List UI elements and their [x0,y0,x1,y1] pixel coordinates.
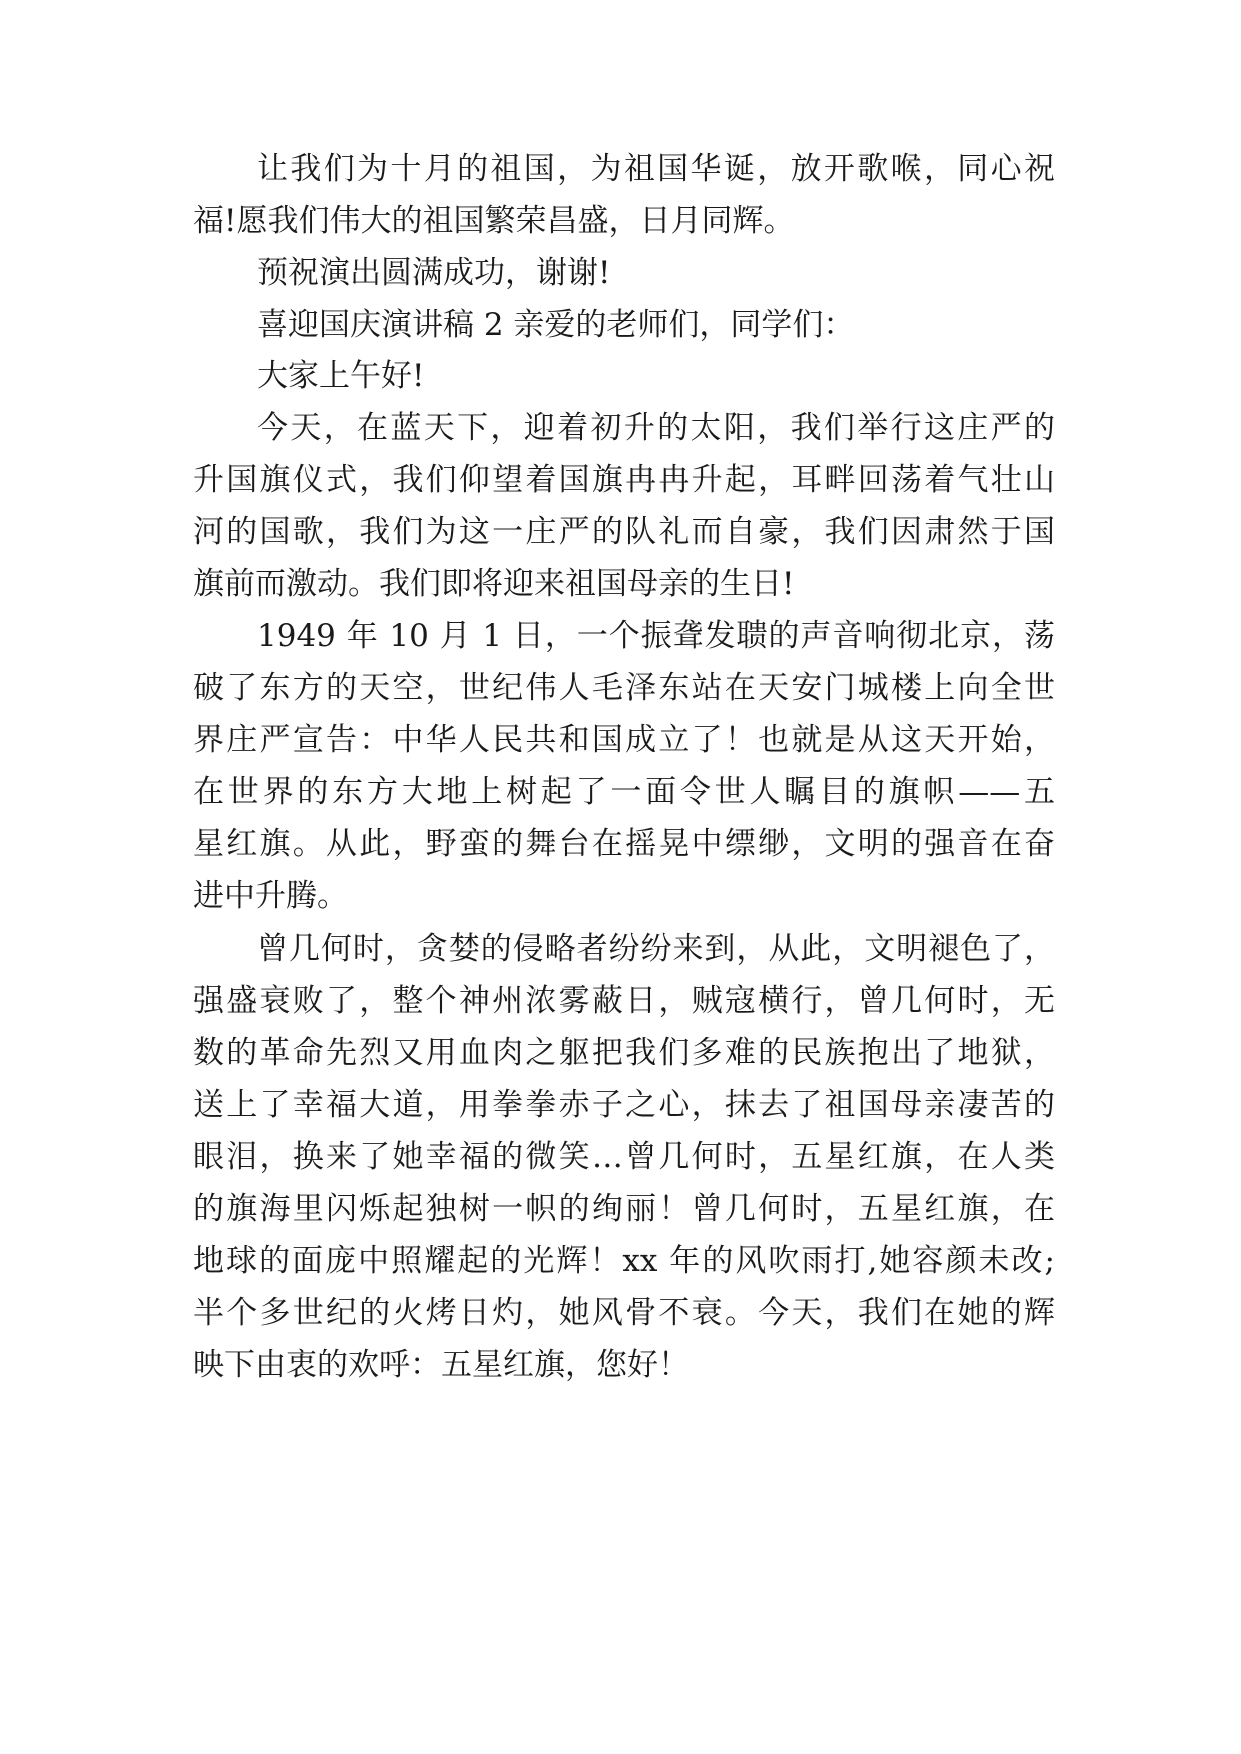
text-line: 预祝演出圆满成功，谢谢! [257,255,611,291]
text-line: 河的国歌，我们为这一庄严的队礼而自豪，我们因肃然于国 [193,514,1055,550]
text-line: 数的革命先烈又用血肉之躯把我们多难的民族抱出了地狱， [193,1035,1055,1071]
text-line: 今天，在蓝天下，迎着初升的太阳，我们举行这庄严的 [257,410,1055,446]
text-line: 1949 年 10 月 1 日，一个振聋发聩的声音响彻北京，荡 [257,618,1055,654]
text-line: 映下由衷的欢呼：五星红旗，您好！ [193,1347,689,1383]
text-line: 旗前而激动。我们即将迎来祖国母亲的生日! [193,566,795,602]
text-line: 大家上午好! [257,358,425,394]
text-line: 送上了幸福大道，用拳拳赤子之心，抹去了祖国母亲凄苦的 [193,1087,1055,1123]
text-line: 界庄严宣告：中华人民共和国成立了！也就是从这天开始， [193,722,1055,758]
text-line: 星红旗。从此，野蛮的舞台在摇晃中缥缈，文明的强音在奋 [193,826,1055,862]
text-line: 破了东方的天空，世纪伟人毛泽东站在天安门城楼上向全世 [193,670,1055,706]
text-line: 半个多世纪的火烤日灼，她风骨不衰。今天，我们在她的辉 [193,1295,1055,1331]
text-line: 喜迎国庆演讲稿 2 亲爱的老师们，同学们： [257,307,855,343]
text-line: 让我们为十月的祖国，为祖国华诞，放开歌喉，同心祝 [257,151,1055,187]
text-line: 升国旗仪式，我们仰望着国旗冉冉升起，耳畔回荡着气壮山 [193,462,1055,498]
text-line: 福!愿我们伟大的祖国繁荣昌盛，日月同辉。 [193,203,795,239]
text-line: 强盛衰败了，整个神州浓雾蔽日，贼寇横行，曾几何时，无 [193,983,1055,1019]
text-line: 的旗海里闪烁起独树一帜的绚丽！曾几何时，五星红旗，在 [193,1191,1055,1227]
text-line: 曾几何时，贪婪的侵略者纷纷来到，从此，文明褪色了， [257,931,1055,967]
text-line: 眼泪，换来了她幸福的微笑…曾几何时，五星红旗，在人类 [193,1139,1055,1175]
text-line: 在世界的东方大地上树起了一面令世人瞩目的旗帜——五 [193,774,1055,810]
text-line: 进中升腾。 [193,878,348,914]
text-line: 地球的面庞中照耀起的光辉！xx 年的风吹雨打,她容颜未改; [193,1243,1055,1279]
